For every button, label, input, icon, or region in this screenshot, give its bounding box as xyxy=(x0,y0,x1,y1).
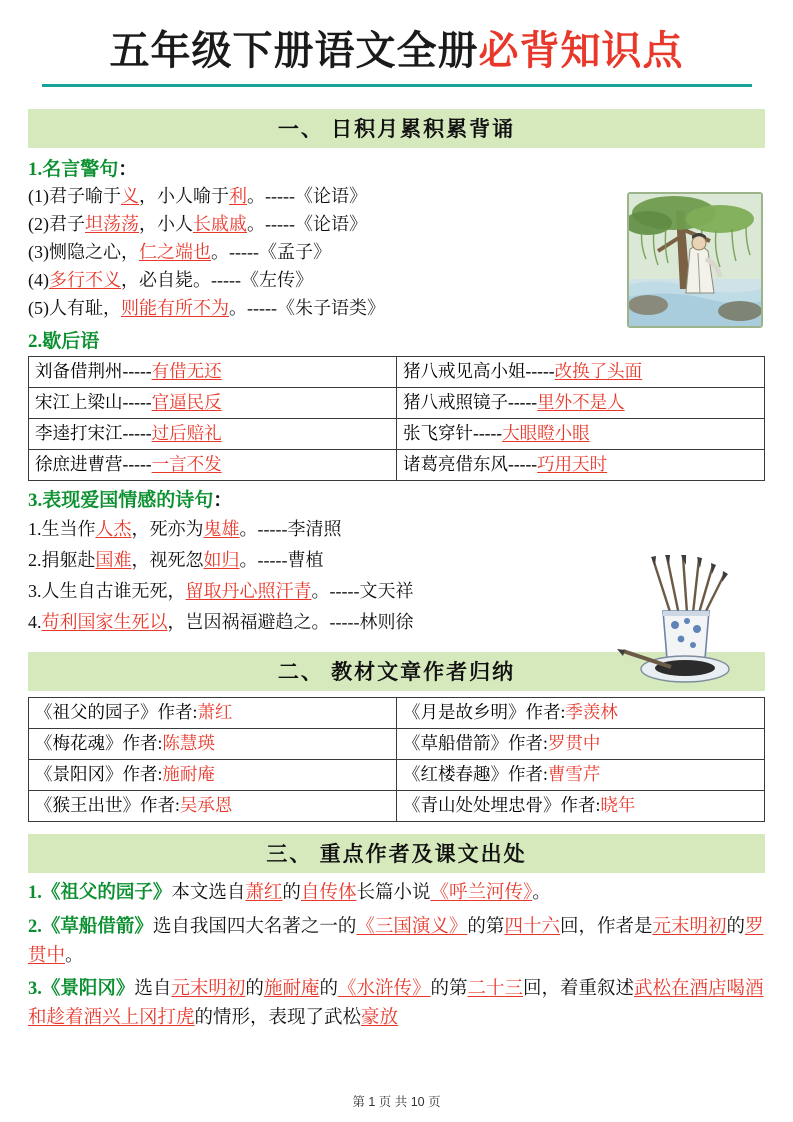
work-title: 《祖父的园子》作者: xyxy=(35,702,198,723)
riddle-question: 刘备借荆州----- xyxy=(35,361,152,382)
riddle-answer: 巧用天时 xyxy=(537,454,608,475)
source-work: 《景阳冈》 xyxy=(41,979,135,1000)
table-cell xyxy=(397,357,765,388)
table-cell xyxy=(397,698,765,729)
source-text: 的 xyxy=(319,979,338,1000)
table-row xyxy=(29,357,765,388)
verse-text-c: 。-----曹植 xyxy=(239,550,324,571)
table-row xyxy=(29,419,765,450)
source-text: 的 xyxy=(726,916,745,937)
subheading-patriotic-num: 3. xyxy=(28,490,43,512)
work-author: 陈慧瑛 xyxy=(162,733,215,754)
riddle-question: 李逵打宋江----- xyxy=(35,423,152,444)
source-text: 的第 xyxy=(467,916,505,937)
verse-index: 4. xyxy=(28,612,42,633)
source-item xyxy=(28,913,765,970)
verse-text-c: 。-----文天祥 xyxy=(311,581,414,602)
verse-index: 3. xyxy=(28,581,42,602)
table-cell xyxy=(397,791,765,822)
quote-line xyxy=(28,267,765,295)
table-row xyxy=(29,791,765,822)
quote-key-2: 长戚戚 xyxy=(193,213,247,234)
quote-key-1: 则能有所不为 xyxy=(121,297,229,318)
source-key: 元末明初 xyxy=(171,979,246,1000)
source-text: 的情形，表现了武松 xyxy=(194,1007,362,1028)
source-text: 选自 xyxy=(134,979,172,1000)
source-index: 1. xyxy=(28,883,42,904)
quote-key-1: 仁之端也 xyxy=(139,241,211,262)
quote-line xyxy=(28,295,765,323)
verse-text-a: 人生自古谁无死， xyxy=(41,581,186,602)
subheading-mingyan xyxy=(28,154,765,181)
quote-text-c: 。-----《朱子语类》 xyxy=(229,297,385,318)
section-2-heading: 二、 教材文章作者归纳 xyxy=(28,652,765,691)
verse-text-a: 生当作 xyxy=(41,519,96,540)
source-key: 《呼兰河传》 xyxy=(430,883,533,904)
riddle-answer: 官逼民反 xyxy=(151,392,222,413)
table-cell xyxy=(397,760,765,791)
quote-index: (5) xyxy=(28,297,49,318)
verse-key-1: 留取丹心照汗青 xyxy=(185,581,312,602)
quote-key-1: 义 xyxy=(121,186,139,206)
verse-key-1: 国难 xyxy=(95,550,132,571)
verse-text-b: ，岂因祸福避趋之。-----林则徐 xyxy=(167,612,414,633)
quote-text-b: ，小人 xyxy=(139,213,193,234)
quote-key-2: 利 xyxy=(229,186,247,206)
table-cell xyxy=(29,419,397,450)
riddle-answer: 里外不是人 xyxy=(537,392,625,413)
work-author: 季羡林 xyxy=(565,702,618,723)
authors-table xyxy=(28,697,765,822)
table-cell xyxy=(397,388,765,419)
source-work: 《祖父的园子》 xyxy=(41,883,172,904)
source-text: 。 xyxy=(65,945,84,966)
source-list xyxy=(28,879,765,1032)
verse-text-b: ，视死忽 xyxy=(131,550,204,571)
work-title: 《梅花魂》作者: xyxy=(35,733,163,754)
quote-index: (2) xyxy=(28,213,49,234)
table-cell xyxy=(29,791,397,822)
quote-line xyxy=(28,239,765,267)
verse-key-1: 人杰 xyxy=(95,519,132,540)
verse-key-1: 苟利国家生死以 xyxy=(41,612,168,633)
calligraphy-brushes-svg xyxy=(601,555,761,685)
table-row xyxy=(29,729,765,760)
subheading-xiehouyu-label: 歇后语 xyxy=(42,331,100,353)
source-key: 施耐庵 xyxy=(263,979,320,1000)
work-author: 曹雪芹 xyxy=(547,764,601,785)
subheading-patriotic xyxy=(28,485,765,512)
verse-text-c: 。-----李清照 xyxy=(239,519,342,540)
work-title: 《景阳冈》作者: xyxy=(35,764,163,785)
section-1-heading: 一、 日积月累积累背诵 xyxy=(28,109,765,148)
verse-index: 2. xyxy=(28,550,42,571)
title-accent: 必背知识点 xyxy=(478,28,684,73)
verse-key-2: 鬼雄 xyxy=(203,519,240,540)
riddle-question: 徐庶进曹营----- xyxy=(35,454,152,475)
table-cell xyxy=(397,729,765,760)
source-item xyxy=(28,975,765,1032)
table-row xyxy=(29,450,765,481)
table-cell xyxy=(29,450,397,481)
subheading-mingyan-colon: ： xyxy=(118,159,138,180)
source-key: 四十六 xyxy=(504,916,560,937)
riddle-answer: 有借无还 xyxy=(151,361,222,382)
riddle-question: 张飞穿针----- xyxy=(403,423,503,444)
work-title: 《猴王出世》作者: xyxy=(35,795,180,816)
quote-text-c: 。-----《论语》 xyxy=(247,213,367,234)
riddle-question: 猪八戒见高小姐----- xyxy=(403,361,555,382)
riddle-question: 诸葛亮借东风----- xyxy=(403,454,538,475)
subheading-mingyan-num: 1. xyxy=(28,159,43,180)
table-cell xyxy=(29,698,397,729)
riddle-question: 宋江上梁山----- xyxy=(35,392,152,413)
source-text: 回，作者是 xyxy=(559,916,653,937)
verse-text-a: 捐躯赴 xyxy=(41,550,96,571)
title-divider xyxy=(42,84,752,87)
source-key: 元末明初 xyxy=(652,916,727,937)
source-key: 《三国演义》 xyxy=(356,916,468,937)
source-work: 《草船借箭》 xyxy=(41,916,153,937)
table-row xyxy=(29,388,765,419)
subheading-mingyan-label: 名言警句 xyxy=(42,159,119,180)
subheading-patriotic-colon: ： xyxy=(213,490,233,512)
source-text: 选自我国四大名著之一的 xyxy=(152,916,357,937)
subheading-xiehouyu xyxy=(28,326,765,353)
source-key: 二十三 xyxy=(467,979,524,1000)
work-title: 《月是故乡明》作者: xyxy=(403,702,566,723)
quote-index: (1) xyxy=(28,186,49,206)
table-row xyxy=(29,698,765,729)
work-author: 晓年 xyxy=(600,795,636,816)
riddle-answer: 改换了头面 xyxy=(554,361,643,382)
riddle-answer: 过后赔礼 xyxy=(151,423,222,444)
table-row xyxy=(29,760,765,791)
source-key: 豪放 xyxy=(361,1007,399,1028)
quote-text-a: 恻隐之心， xyxy=(49,241,139,262)
work-title: 《青山处处埋忠骨》作者: xyxy=(403,795,601,816)
verse-line xyxy=(28,514,765,545)
riddle-answer: 大眼瞪小眼 xyxy=(502,423,590,444)
subheading-patriotic-label: 表现爱国情感的诗句 xyxy=(42,490,214,512)
quote-key-1: 坦荡荡 xyxy=(85,213,139,234)
source-key: 萧红 xyxy=(245,883,283,904)
source-text: 的第 xyxy=(430,979,468,1000)
section-3-heading: 三、 重点作者及课文出处 xyxy=(28,834,765,873)
quote-index: (3) xyxy=(28,241,49,262)
page-title xyxy=(28,28,765,87)
xiehouyu-table xyxy=(28,356,765,481)
verse-key-2: 如归 xyxy=(203,550,240,571)
work-author: 施耐庵 xyxy=(162,764,215,785)
quote-key-1: 多行不义 xyxy=(49,269,121,290)
source-index: 2. xyxy=(28,916,42,937)
quote-text-c: 。-----《孟子》 xyxy=(211,241,331,262)
page-footer: 第 1 页 共 10 页 xyxy=(352,1095,441,1109)
source-text: 回，着重叙述 xyxy=(523,979,635,1000)
subheading-xiehouyu-num: 2. xyxy=(28,331,43,353)
source-text: 的 xyxy=(245,979,264,1000)
table-cell xyxy=(397,450,765,481)
quote-text-b: ，必自毙。-----《左传》 xyxy=(121,269,313,290)
quote-line xyxy=(28,183,765,211)
table-cell xyxy=(29,729,397,760)
work-author: 罗贯中 xyxy=(547,733,601,754)
source-key: 自传体 xyxy=(300,883,357,904)
work-author: 吴承恩 xyxy=(179,795,233,816)
quote-text-a: 君子喻于 xyxy=(49,186,121,206)
quote-text-a: 君子 xyxy=(49,213,85,234)
riddle-question: 猪八戒照镜子----- xyxy=(403,392,538,413)
quote-list xyxy=(28,183,765,322)
source-key: 武松在酒店喝酒和趁着酒兴上冈打虎 xyxy=(28,979,764,1028)
verse-text-b: ，死亦为 xyxy=(131,519,204,540)
source-key: 罗贯中 xyxy=(28,916,764,966)
verse-index: 1. xyxy=(28,519,42,540)
quote-index: (4) xyxy=(28,269,49,290)
quote-text-c: 。-----《论语》 xyxy=(247,186,367,206)
work-author: 萧红 xyxy=(197,702,233,723)
riddle-answer: 一言不发 xyxy=(151,454,222,475)
title-main: 五年级下册语文全册 xyxy=(109,28,479,73)
source-text: 长篇小说 xyxy=(356,883,431,904)
table-cell xyxy=(397,419,765,450)
work-title: 《草船借箭》作者: xyxy=(403,733,548,754)
quote-line xyxy=(28,211,765,239)
source-text: 。 xyxy=(532,883,551,904)
source-text: 的 xyxy=(282,883,301,904)
work-title: 《红楼春趣》作者: xyxy=(403,764,548,785)
table-cell xyxy=(29,357,397,388)
source-item xyxy=(28,879,765,908)
source-key: 《水浒传》 xyxy=(337,979,431,1000)
source-index: 3. xyxy=(28,979,42,1000)
source-text: 本文选自 xyxy=(171,883,246,904)
calligraphy-brushes-illustration xyxy=(601,555,761,685)
table-cell xyxy=(29,388,397,419)
quote-text-b: ，小人喻于 xyxy=(139,186,229,206)
quote-text-a: 人有耻， xyxy=(49,297,121,318)
table-cell xyxy=(29,760,397,791)
